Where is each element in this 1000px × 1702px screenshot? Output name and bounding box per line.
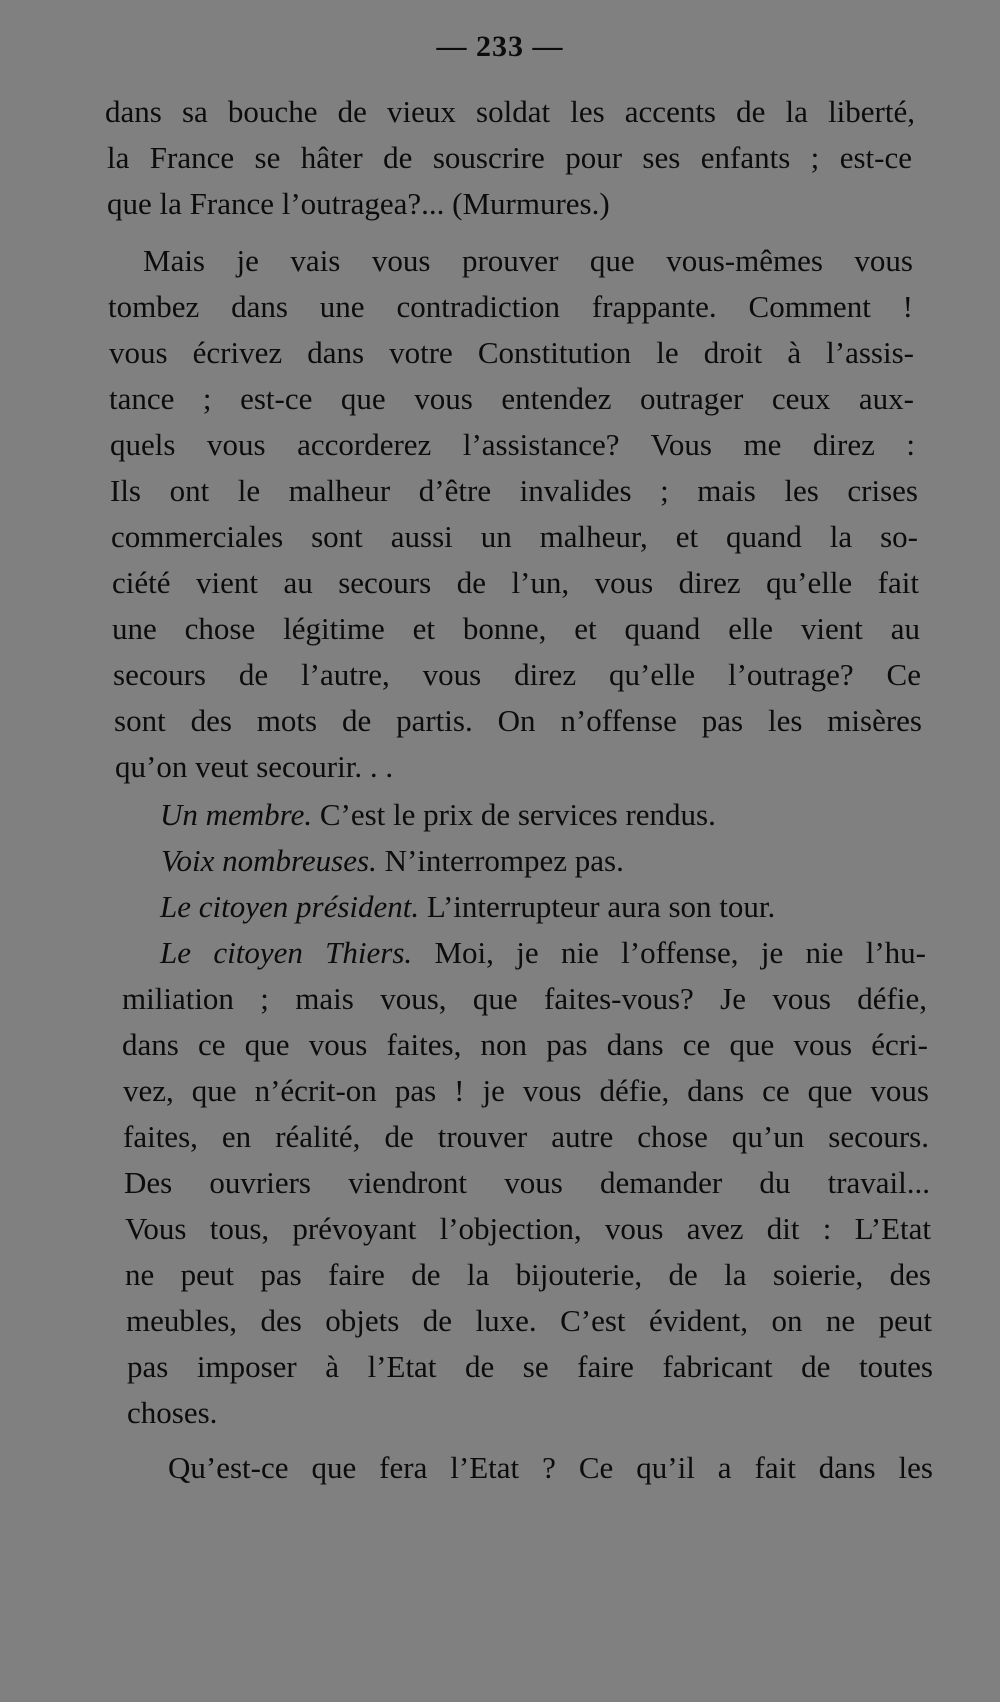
text-line: commerciales sont aussi un malheur, et quand la so-: [111, 519, 918, 554]
text-line: choses.: [127, 1395, 218, 1430]
text-line: Ils ont le malheur d’être invalides ; mais les crises: [110, 473, 918, 508]
text-line: que la France l’outragea?... (Murmures.): [107, 186, 610, 221]
text-line: Mais je vais vous prouver que vous-mêmes vous: [143, 243, 913, 278]
text-line: Des ouvriers viendront vous demander du travail...: [124, 1165, 930, 1200]
text-line: Vous tous, prévoyant l’objection, vous avez dit : L’Etat: [125, 1211, 931, 1246]
speaker-name: Le citoyen Thiers.: [160, 935, 413, 970]
text-line: Qu’est-ce que fera l’Etat ? Ce qu’il a fait dans les: [168, 1450, 933, 1485]
dialogue-line: [160, 795, 716, 835]
text-line: pas imposer à l’Etat de se faire fabricant de toutes: [127, 1349, 933, 1384]
speaker-name: Un membre.: [160, 797, 313, 832]
text-line: vez, que n’écrit-on pas ! je vous défie, dans ce que vous: [123, 1073, 929, 1108]
text-line: tance ; est-ce que vous entendez outrager ceux aux-: [109, 381, 914, 416]
speaker-name: Voix nombreuses.: [161, 843, 377, 878]
dialogue-text: L’interrupteur aura son tour.: [419, 889, 776, 924]
speaker-name: Le citoyen président.: [160, 889, 420, 924]
text-line: tombez dans une contradiction frappante. Comment !: [108, 289, 913, 324]
page-number: — 233 —: [436, 30, 564, 63]
dialogue-text: Moi, je nie l’offense, je nie l’hu-: [412, 935, 926, 970]
text-line: miliation ; mais vous, que faites-vous? Je vous défie,: [122, 981, 927, 1016]
dialogue-text: C’est le prix de services rendus.: [312, 797, 716, 832]
text-line: la France se hâter de souscrire pour ses enfants ; est-ce: [107, 140, 912, 175]
text-line: une chose légitime et bonne, et quand elle vient au: [112, 611, 920, 646]
text-line: qu’on veut secourir. . .: [115, 749, 394, 784]
text-line: secours de l’autre, vous direz qu’elle l’outrage? Ce: [113, 657, 921, 692]
text-line: dans sa bouche de vieux soldat les accents de la liberté,: [105, 94, 915, 129]
dialogue-line: [160, 933, 926, 973]
dialogue-text: N’interrompez pas.: [376, 843, 624, 878]
text-line: quels vous accorderez l’assistance? Vous me direz :: [110, 427, 915, 462]
text-line: vous écrivez dans votre Constitution le droit à l’assis-: [109, 335, 914, 370]
text-line: ne peut pas faire de la bijouterie, de la soierie, des: [125, 1257, 931, 1292]
text-line: ciété vient au secours de l’un, vous direz qu’elle fait: [112, 565, 919, 600]
dialogue-line: [160, 887, 775, 927]
text-line: meubles, des objets de luxe. C’est évident, on ne peut: [126, 1303, 932, 1338]
text-line: faites, en réalité, de trouver autre chose qu’un secours.: [123, 1119, 929, 1154]
dialogue-line: [161, 841, 624, 881]
text-line: dans ce que vous faites, non pas dans ce que vous écri-: [122, 1027, 928, 1062]
text-line: sont des mots de partis. On n’offense pas les misères: [114, 703, 922, 738]
